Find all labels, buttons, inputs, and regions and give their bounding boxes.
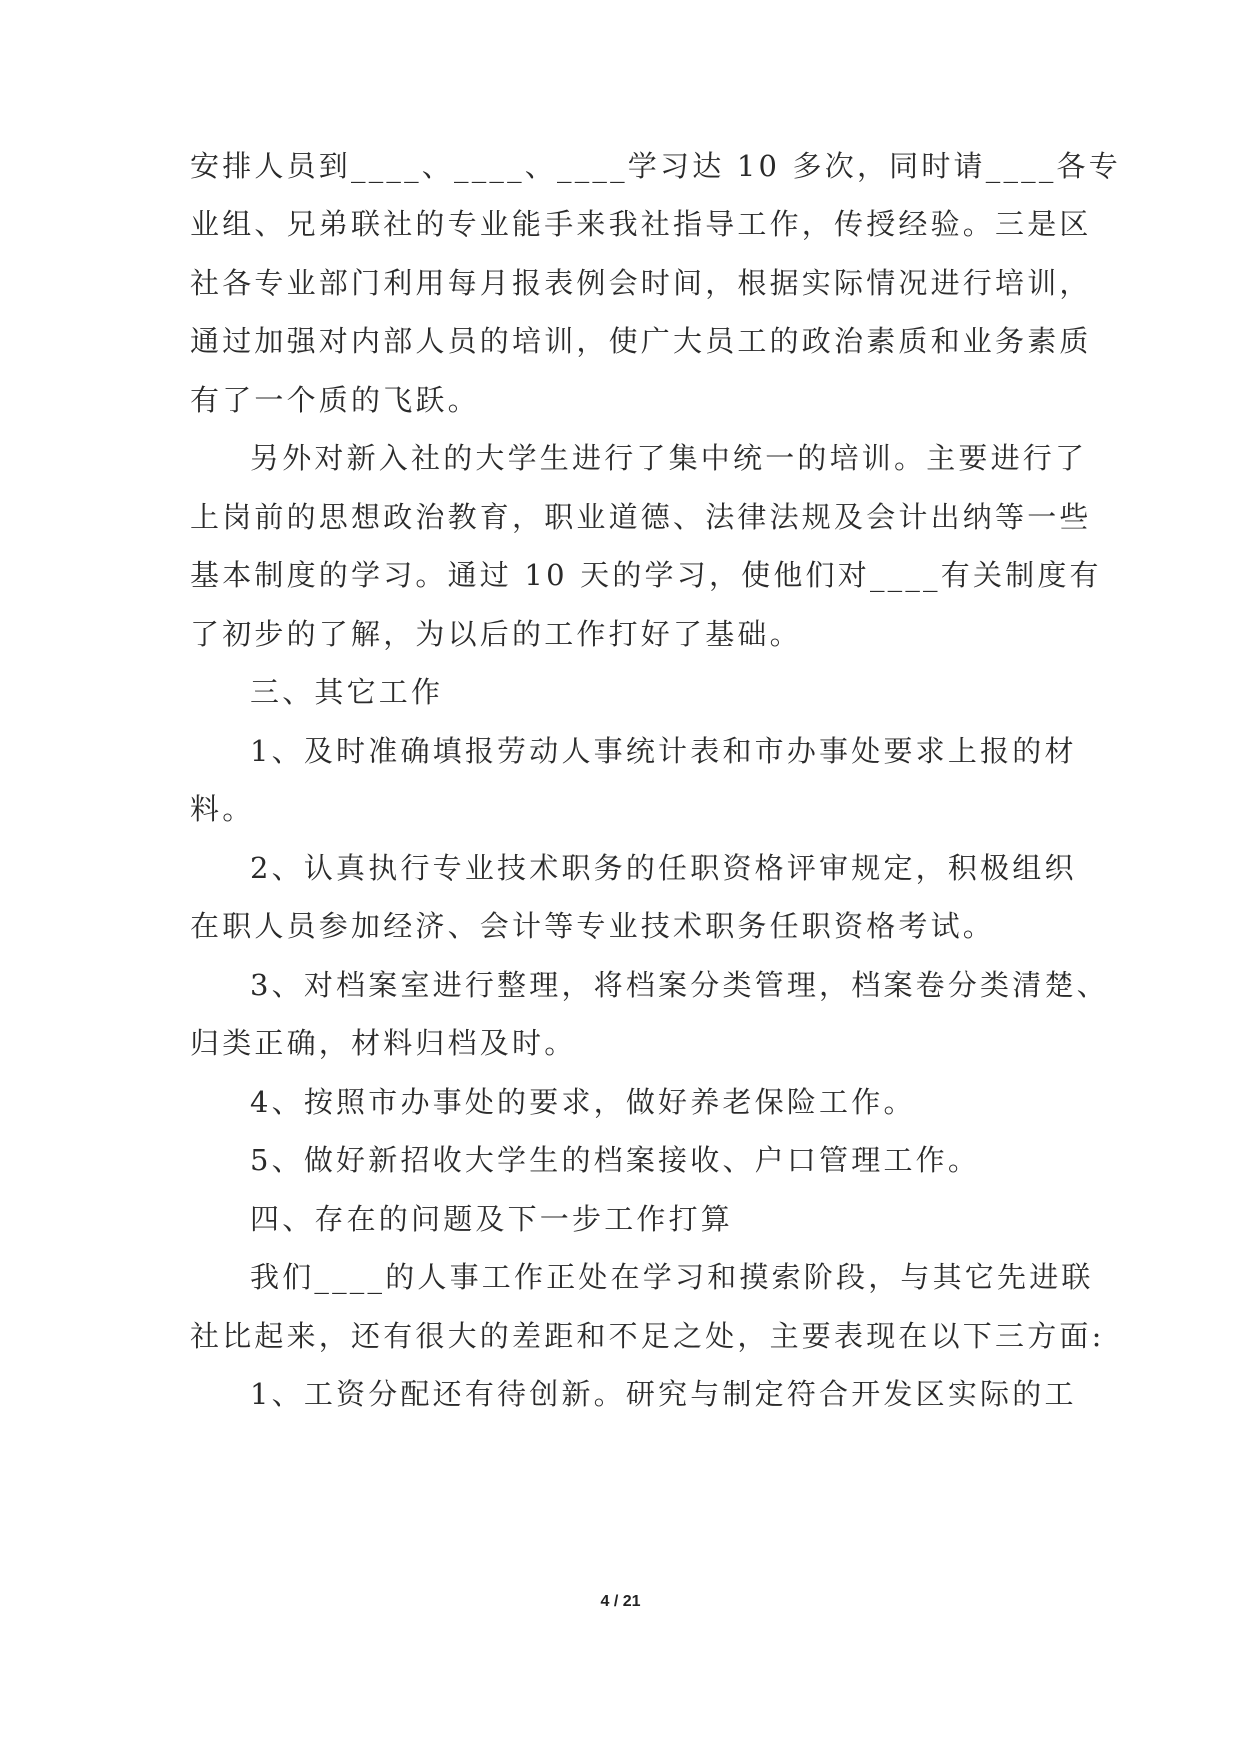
text-line: 社比起来，还有很大的差距和不足之处，主要表现在以下三方面: (190, 1319, 1105, 1353)
text-line: 业组、兄弟联社的专业能手来我社指导工作，传授经验。三是区 (190, 207, 1092, 241)
text-line: 我们____的人事工作正处在学习和摸索阶段，与其它先进联 (250, 1260, 1094, 1294)
page-number: 4 / 21 (600, 1593, 641, 1610)
list-item: 4、按照市办事处的要求，做好养老保险工作。 (250, 1085, 916, 1119)
list-item: 3、对档案室进行整理，将档案分类管理，档案卷分类清楚、 (250, 968, 1109, 1002)
text-line: 通过加强对内部人员的培训，使广大员工的政治素质和业务素质 (190, 324, 1092, 358)
text-line: 料。 (190, 792, 255, 826)
text-line: 基本制度的学习。通过 10 天的学习，使他们对____有关制度有 (190, 558, 1102, 592)
text-line: 上岗前的思想政治教育，职业道德、法律法规及会计出纳等一些 (190, 500, 1092, 534)
text-line: 归类正确，材料归档及时。 (190, 1026, 577, 1060)
list-item: 1、及时准确填报劳动人事统计表和市办事处要求上报的材 (250, 734, 1077, 768)
text-line: 了初步的了解，为以后的工作打好了基础。 (190, 617, 802, 651)
section-heading: 四、存在的问题及下一步工作打算 (250, 1202, 734, 1236)
list-item: 2、认真执行专业技术职务的任职资格评审规定，积极组织 (250, 851, 1077, 885)
text-line: 在职人员参加经济、会计等专业技术职务任职资格考试。 (190, 909, 996, 943)
text-line: 有了一个质的飞跃。 (190, 383, 480, 417)
list-item: 1、工资分配还有待创新。研究与制定符合开发区实际的工 (250, 1377, 1077, 1411)
text-line: 另外对新入社的大学生进行了集中统一的培训。主要进行了 (250, 441, 1088, 475)
list-item: 5、做好新招收大学生的档案接收、户口管理工作。 (250, 1143, 981, 1177)
text-line: 安排人员到____、____、____学习达 10 多次，同时请____各专 (190, 149, 1121, 183)
text-line: 社各专业部门利用每月报表例会时间，根据实际情况进行培训， (190, 266, 1092, 300)
section-heading: 三、其它工作 (250, 675, 444, 709)
